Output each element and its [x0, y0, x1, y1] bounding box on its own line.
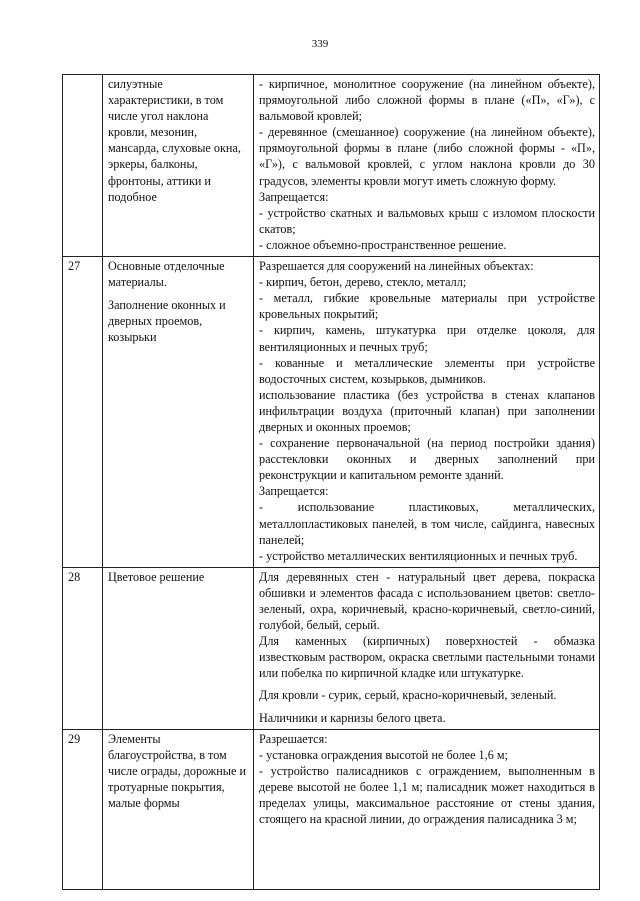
requirement-line: - кованные и металлические элементы при устройстве водосточных систем, козырьков, дымников.	[259, 355, 595, 386]
requirement-line: Для кровли - сурик, серый, красно-коричневый, зеленый.	[259, 688, 557, 703]
row-number-cell	[63, 75, 103, 257]
requirement-line: - металл, гибкие кровельные материалы при устройстве кровельных покрытий;	[259, 291, 595, 322]
requirement-line: - деревянное (смешанное) сооружение (на линейном объекте), прямоугольной формы в плане (либо сложной формы - «П», «Г»), с вальмовой кровлей, с углом наклона кровли до 30 градусов, элементы кровли могут иметь сложную форму.	[259, 125, 595, 188]
requirement-line: - устройство скатных и вальмовых крыш с изломом плоскости скатов;	[259, 205, 595, 236]
row-number-cell: 27	[63, 257, 103, 568]
parameter-name: Элементы благоустройства, в том числе ограды, дорожные и тротуарные покрытия, малые формы	[108, 731, 246, 811]
regulations-table	[62, 74, 600, 890]
parameter-name-cell	[103, 729, 254, 889]
parameter-name-cell	[103, 75, 254, 257]
requirement-line: Запрещается:	[259, 189, 329, 204]
parameter-name: Основные отделочные материалы.	[108, 259, 225, 290]
parameter-name-cell	[103, 257, 254, 568]
requirements-cell	[254, 257, 600, 568]
requirements-cell	[254, 75, 600, 257]
requirement-line: - кирпичное, монолитное сооружение (на линейном объекте), прямоугольной либо сложной формы в плане («П», «Г»), с вальмовой кровлей;	[259, 77, 595, 124]
requirement-line: - сложное объемно-пространственное решение.	[259, 237, 507, 252]
requirement-line: Разрешается для сооружений на линейных объектах:	[259, 259, 534, 274]
row-number-cell: 29	[63, 729, 103, 889]
requirement-line: - устройство металлических вентиляционных и печных труб.	[259, 548, 578, 563]
requirement-line: использование пластика (без устройства в стенах клапанов инфильтрации воздуха (приточный клапан) при заполнении дверных и оконных проемов;	[259, 387, 595, 434]
parameter-name: Цветовое решение	[108, 569, 205, 584]
requirements-cell	[254, 567, 600, 729]
requirement-line: Запрещается:	[259, 484, 329, 499]
requirement-line: - кирпич, бетон, дерево, стекло, металл;	[259, 275, 467, 290]
requirement-line: - использование пластиковых, металлических, металлопластиковых панелей, в том числе, сайдинга, навесных панелей;	[259, 500, 595, 547]
page-number: 339	[311, 38, 329, 50]
parameter-name-cell	[103, 567, 254, 729]
table-row	[63, 567, 600, 729]
requirement-line: Наличники и карнизы белого цвета.	[259, 710, 446, 725]
table-row	[63, 729, 600, 889]
requirement-line: Для каменных (кирпичных) поверхностей - обмазка известковым раствором, окраска светлыми пастельными тонами или побелка по кирпичной кладке или штукатурке.	[259, 634, 595, 681]
parameter-name: силуэтные характеристики, в том числе угол наклона кровли, мезонин, мансарда, слуховые окна, эркеры, балконы, фронтоны, аттики и подобное	[108, 77, 241, 204]
requirements-cell	[254, 729, 600, 889]
table-row	[63, 75, 600, 257]
requirement-line: Для деревянных стен - натуральный цвет дерева, покраска обшивки и элементов фасада с использованием цветов: светло-зеленый, охра, коричневый, красно-коричневый, светло-синий, голубой, белый, серый.	[259, 569, 595, 633]
table-row	[63, 257, 600, 568]
requirement-line: - кирпич, камень, штукатурка при отделке цоколя, для вентиляционных и печных труб;	[259, 323, 595, 354]
requirement-line: - устройство палисадников с ограждением, выполненным в дереве высотой не более 1,1 м; палисадник может находиться в пределах улицы, максимальное расстояние от стены здания, стоящего на красной линии, до ограждения палисадника 3 м;	[259, 763, 595, 827]
requirement-line: - установка ограждения высотой не более 1,6 м;	[259, 747, 508, 762]
parameter-name: Заполнение оконных и дверных проемов, козырьки	[108, 298, 226, 345]
row-number-cell: 28	[63, 567, 103, 729]
requirement-line: - сохранение первоначальной (на период постройки здания) расстекловки оконных и дверных заполнений при реконструкции и капитальном ремонте зданий.	[259, 436, 595, 483]
requirement-line: Разрешается:	[259, 731, 328, 746]
